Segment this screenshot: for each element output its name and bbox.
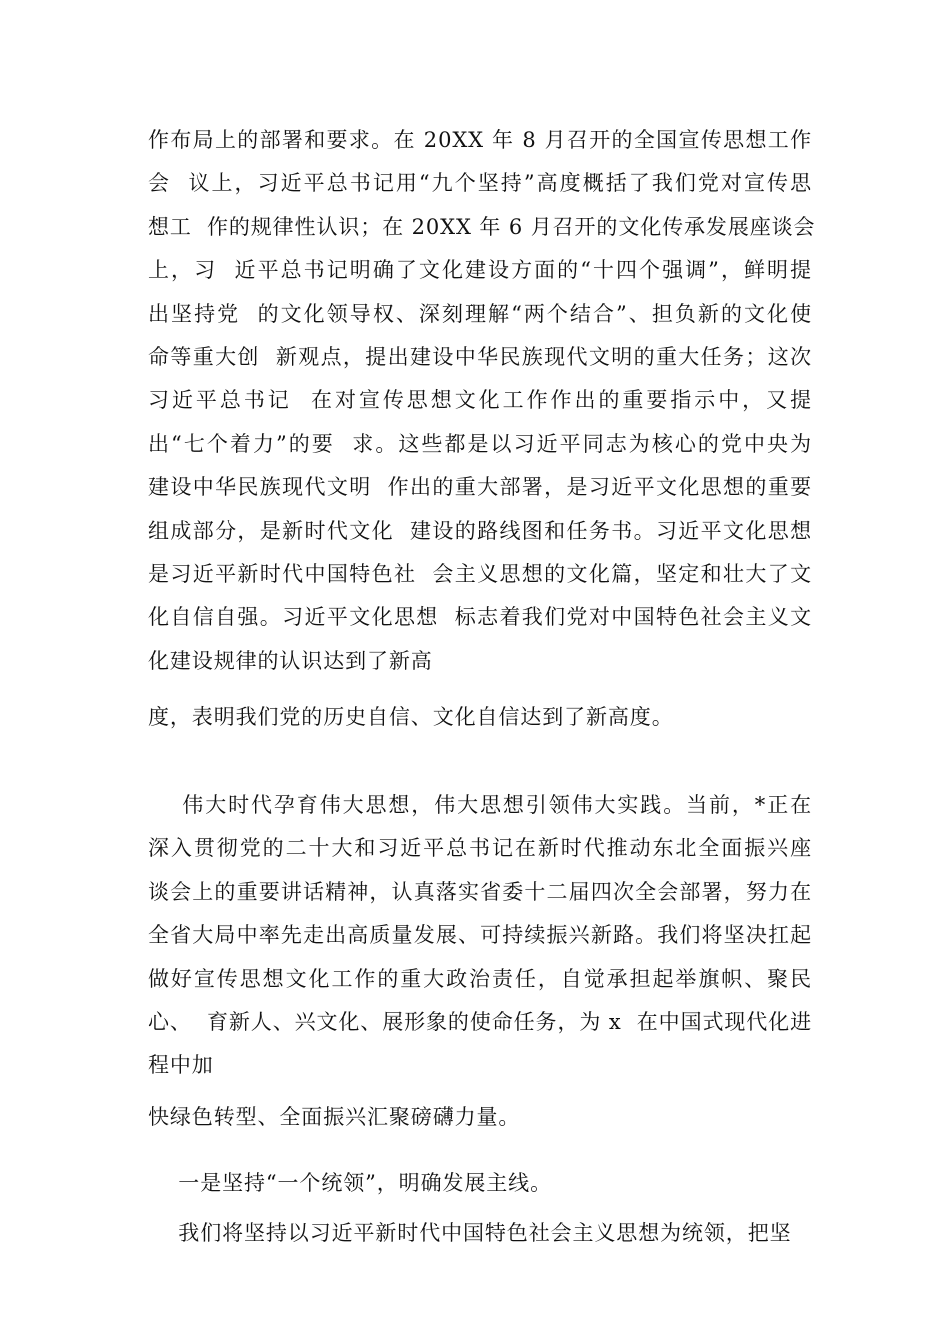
text-line: 程中加 [148, 1053, 214, 1078]
text-line: 伟大时代孕育伟大思想，伟大思想引领伟大实践。当前，*正在 [148, 793, 812, 817]
text-line: 作布局上的部署和要求。在 20XX 年 8 月召开的全国宣传思想工作 [148, 128, 812, 152]
text-line: 想工 作的规律性认识；在 20XX 年 6 月召开的文化传承发展座谈会 [148, 214, 816, 239]
text-line: 一是坚持“一个统领”，明确发展主线。 [148, 1171, 552, 1195]
text-line: 上，习 近平总书记明确了文化建设方面的“十四个强调”，鲜明提 [148, 258, 812, 283]
text-line: 谈会上的重要讲话精神，认真落实省委十二届四次全会部署，努力在 [148, 879, 812, 904]
paragraph-cultural-thought [148, 119, 816, 683]
paragraph-continuation [148, 1096, 812, 1139]
paragraph-great-era [148, 784, 812, 1088]
text-line: 化建设规律的认识达到了新高 [148, 648, 433, 673]
text-line: 度，表明我们党的历史自信、文化自信达到了新高度。 [148, 705, 674, 729]
text-line: 命等重大创 新观点，提出建设中华民族现代文明的重大任务；这次 [148, 344, 812, 369]
text-line: 会 议上，习近平总书记用“九个坚持”高度概括了我们党对宣传思 [148, 171, 812, 196]
text-line: 全省大局中率先走出高质量发展、可持续振兴新路。我们将坚决扛起 [148, 923, 812, 948]
text-line: 是习近平新时代中国特色社 会主义思想的文化篇，坚定和壮大了文 [148, 561, 812, 586]
text-line: 习近平总书记 在对宣传思想文化工作作出的重要指示中，又提 [148, 388, 812, 413]
text-line: 化自信自强。习近平文化思想 标志着我们党对中国特色社会主义文 [148, 605, 812, 630]
paragraph-continuation [148, 696, 812, 739]
text-line: 我们将坚持以习近平新时代中国特色社会主义思想为统领，把坚 [148, 1221, 792, 1245]
text-line: 组成部分，是新时代文化 建设的路线图和任务书。习近平文化思想 [148, 518, 812, 543]
text-line: 出坚持党 的文化领导权、深刻理解“两个结合”、担负新的文化使 [148, 301, 812, 326]
text-line: 建设中华民族现代文明 作出的重大部署，是习近平文化思想的重要 [148, 475, 812, 500]
text-line: 出“七个着力”的要 求。这些都是以习近平同志为核心的党中央为 [148, 431, 812, 456]
text-line: 做好宣传思想文化工作的重大政治责任，自觉承担起举旗帜、聚民 [148, 966, 812, 991]
section-heading [148, 1162, 812, 1205]
text-line: 快绿色转型、全面振兴汇聚磅礴力量。 [148, 1105, 521, 1129]
text-line: 心、 育新人、兴文化、展形象的使命任务，为 x 在中国式现代化进 [148, 1009, 812, 1034]
paragraph-guideline [148, 1212, 812, 1255]
text-line: 深入贯彻党的二十大和习近平总书记在新时代推动东北全面振兴座 [148, 836, 812, 861]
